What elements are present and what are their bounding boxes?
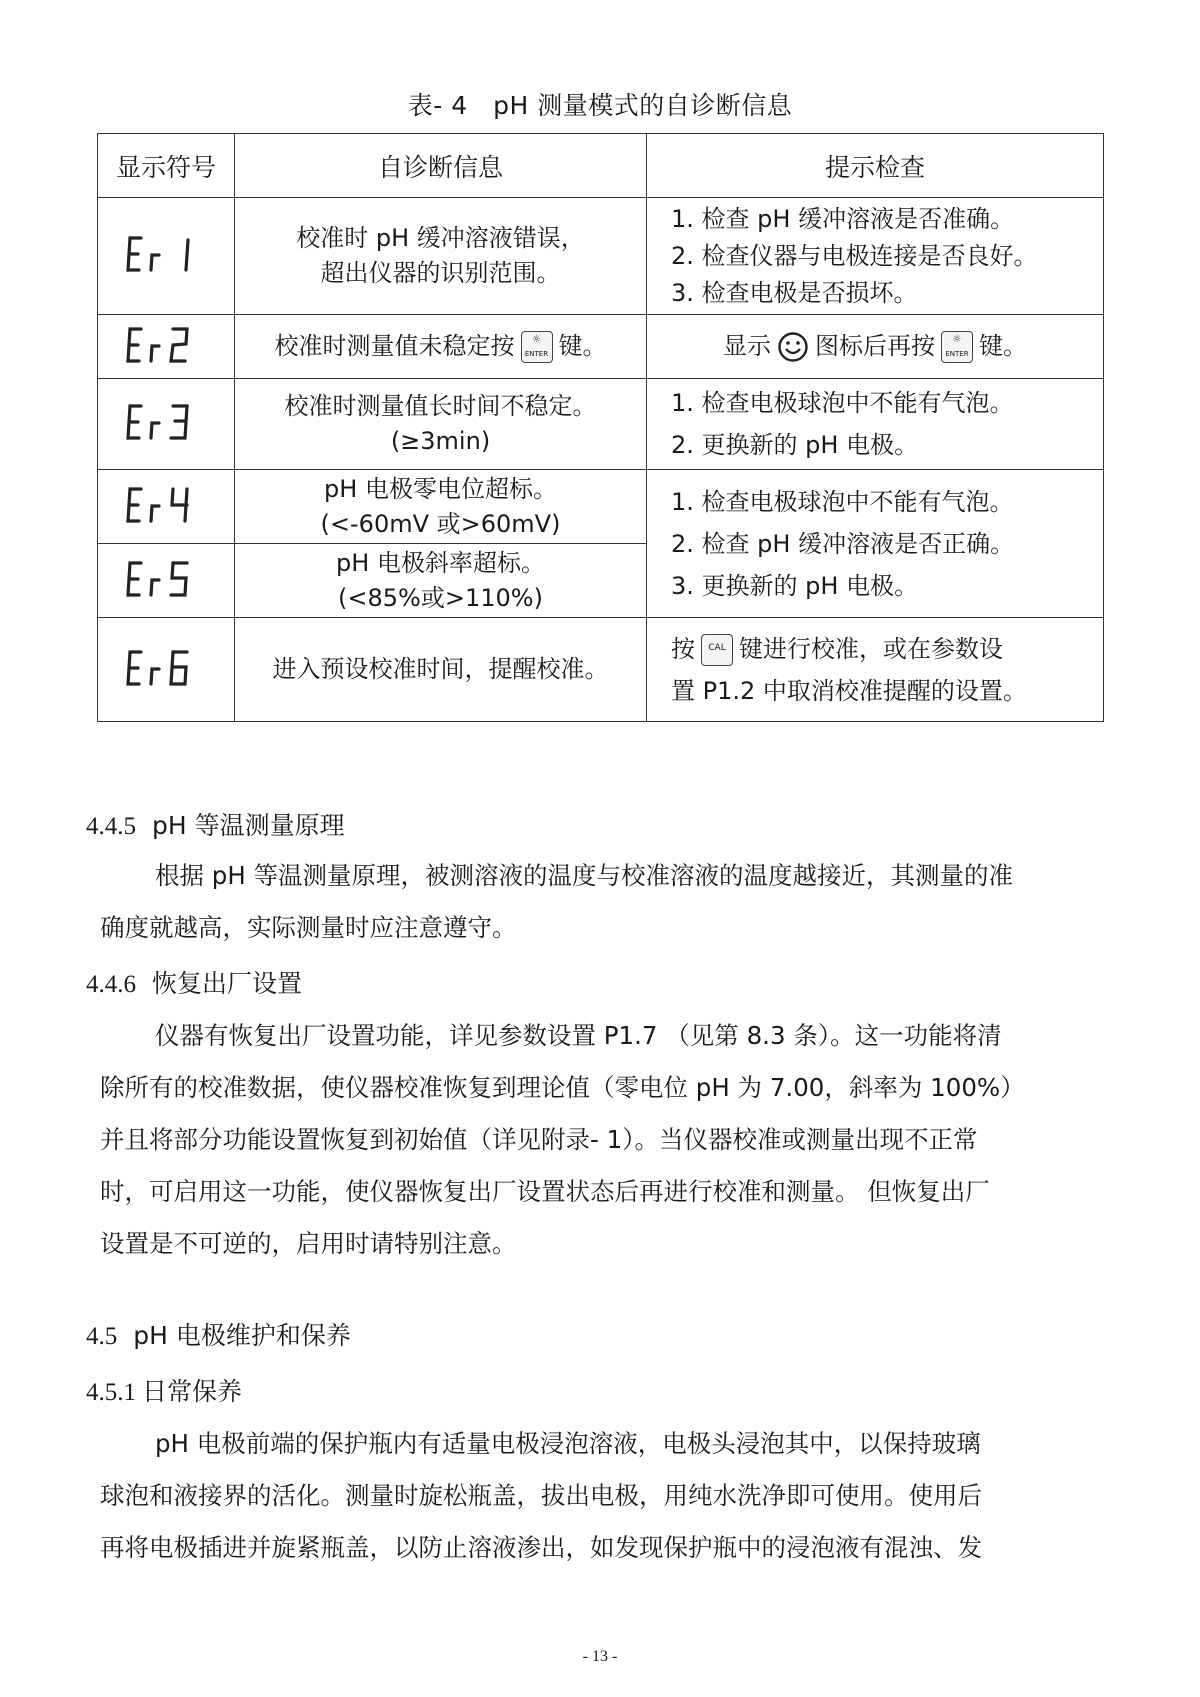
table-row-er2 [98,315,1104,379]
heading-4-5-1: 4.5.1 日常保养 [86,1377,243,1406]
enter-key-icon: ☼ ENTER [941,331,973,363]
heading-4-4-5: 4.4.5 pH 等温测量原理 [86,811,345,840]
hint-er3: 1. 检查电极球泡中不能有气泡。 2. 更换新的 pH 电极。 [647,379,1104,470]
info-er5: pH 电极斜率超标。 (<85%或>110%) [235,544,647,618]
heading-4-5: 4.5 pH 电极维护和保养 [86,1321,351,1350]
smiley-icon [777,331,809,363]
info-er6: 进入预设校准时间，提醒校准。 [235,618,647,722]
info-er2: 校准时测量值未稳定按 ☼ ENTER 键。 [235,315,647,379]
code-er3 [98,379,235,470]
code-er6 [98,618,235,722]
lcd-code-er4 [121,483,211,527]
hint-er4-er5: 1. 检查电极球泡中不能有气泡。 2. 检查 pH 缓冲溶液是否正确。 3. 更换新的 pH 电极。 [647,470,1104,618]
header-hint-check: 提示检查 [647,134,1104,198]
hint-er6: 按 CAL 键进行校准，或在参数设 置 P1.2 中取消校准提醒的设置。 [647,618,1104,722]
cal-key-icon: CAL [701,634,733,666]
paragraph-4-4-5: 根据 pH 等温测量原理，被测溶液的温度与校准溶液的温度越接近，其测量的准 确度就越高，实际测量时应注意遵守。 [100,861,1014,942]
lcd-code-er5 [121,557,211,601]
lcd-code-er2 [121,323,211,367]
header-diagnosis-info: 自诊断信息 [235,134,647,198]
code-er4 [98,470,235,544]
info-er4: pH 电极零电位超标。 (<-60mV 或>60mV) [235,470,647,544]
hint-er1: 1. 检查 pH 缓冲溶液是否准确。 2. 检查仪器与电极连接是否良好。 3. 检查电极是否损坏。 [647,198,1104,315]
enter-key-icon: ☼ ENTER [521,331,553,363]
paragraph-4-5-1: pH 电极前端的保护瓶内有适量电极浸泡溶液，电极头浸泡其中，以保持玻璃 球泡和液接界的活化。测量时旋松瓶盖，拔出电极，用纯水洗净即可使用。使用后 再将电极插进并旋紧瓶盖，以防止溶液渗出，如发现保护瓶中的浸泡液有混浊、发 [100,1429,982,1562]
code-er5 [98,544,235,618]
lcd-code-er1 [121,232,211,276]
table-row-er4 [98,470,1104,544]
lcd-code-er3 [121,400,211,444]
info-er3: 校准时测量值长时间不稳定。 (≥3min) [235,379,647,470]
table-row-er6 [98,618,1104,722]
paragraph-4-4-6: 仪器有恢复出厂设置功能，详见参数设置 P1.7 （见第 8.3 条）。这一功能将清 除所有的校准数据，使仪器校准恢复到理论值（零电位 pH 为 7.00，斜率为 100%） 并且将部分功能设置恢复到初始值（详见附录- 1）。当仪器校准或测量出现不正常 时，可启用这一功能，使仪器恢复出厂设置状态后再进行校准和测量。 但恢复出厂 设置是不可逆的，启用时请特别注意。 [100,1021,1025,1258]
table-header-row [98,134,1104,198]
lcd-code-er6 [121,646,211,690]
header-display-symbol: 显示符号 [98,134,235,198]
table-caption: 表- 4 pH 测量模式的自诊断信息 [407,91,793,120]
code-er2 [98,315,235,379]
code-er1 [98,198,235,315]
info-er1: 校准时 pH 缓冲溶液错误， 超出仪器的识别范围。 [235,198,647,315]
hint-er2: 显示 图标后再按 ☼ ENTER 键。 [647,315,1104,379]
table-row-er1 [98,198,1104,315]
self-diagnosis-table [97,133,1104,722]
table-row-er3 [98,379,1104,470]
page-number: - 13 - [582,1648,618,1665]
heading-4-4-6: 4.4.6 恢复出厂设置 [86,969,303,998]
